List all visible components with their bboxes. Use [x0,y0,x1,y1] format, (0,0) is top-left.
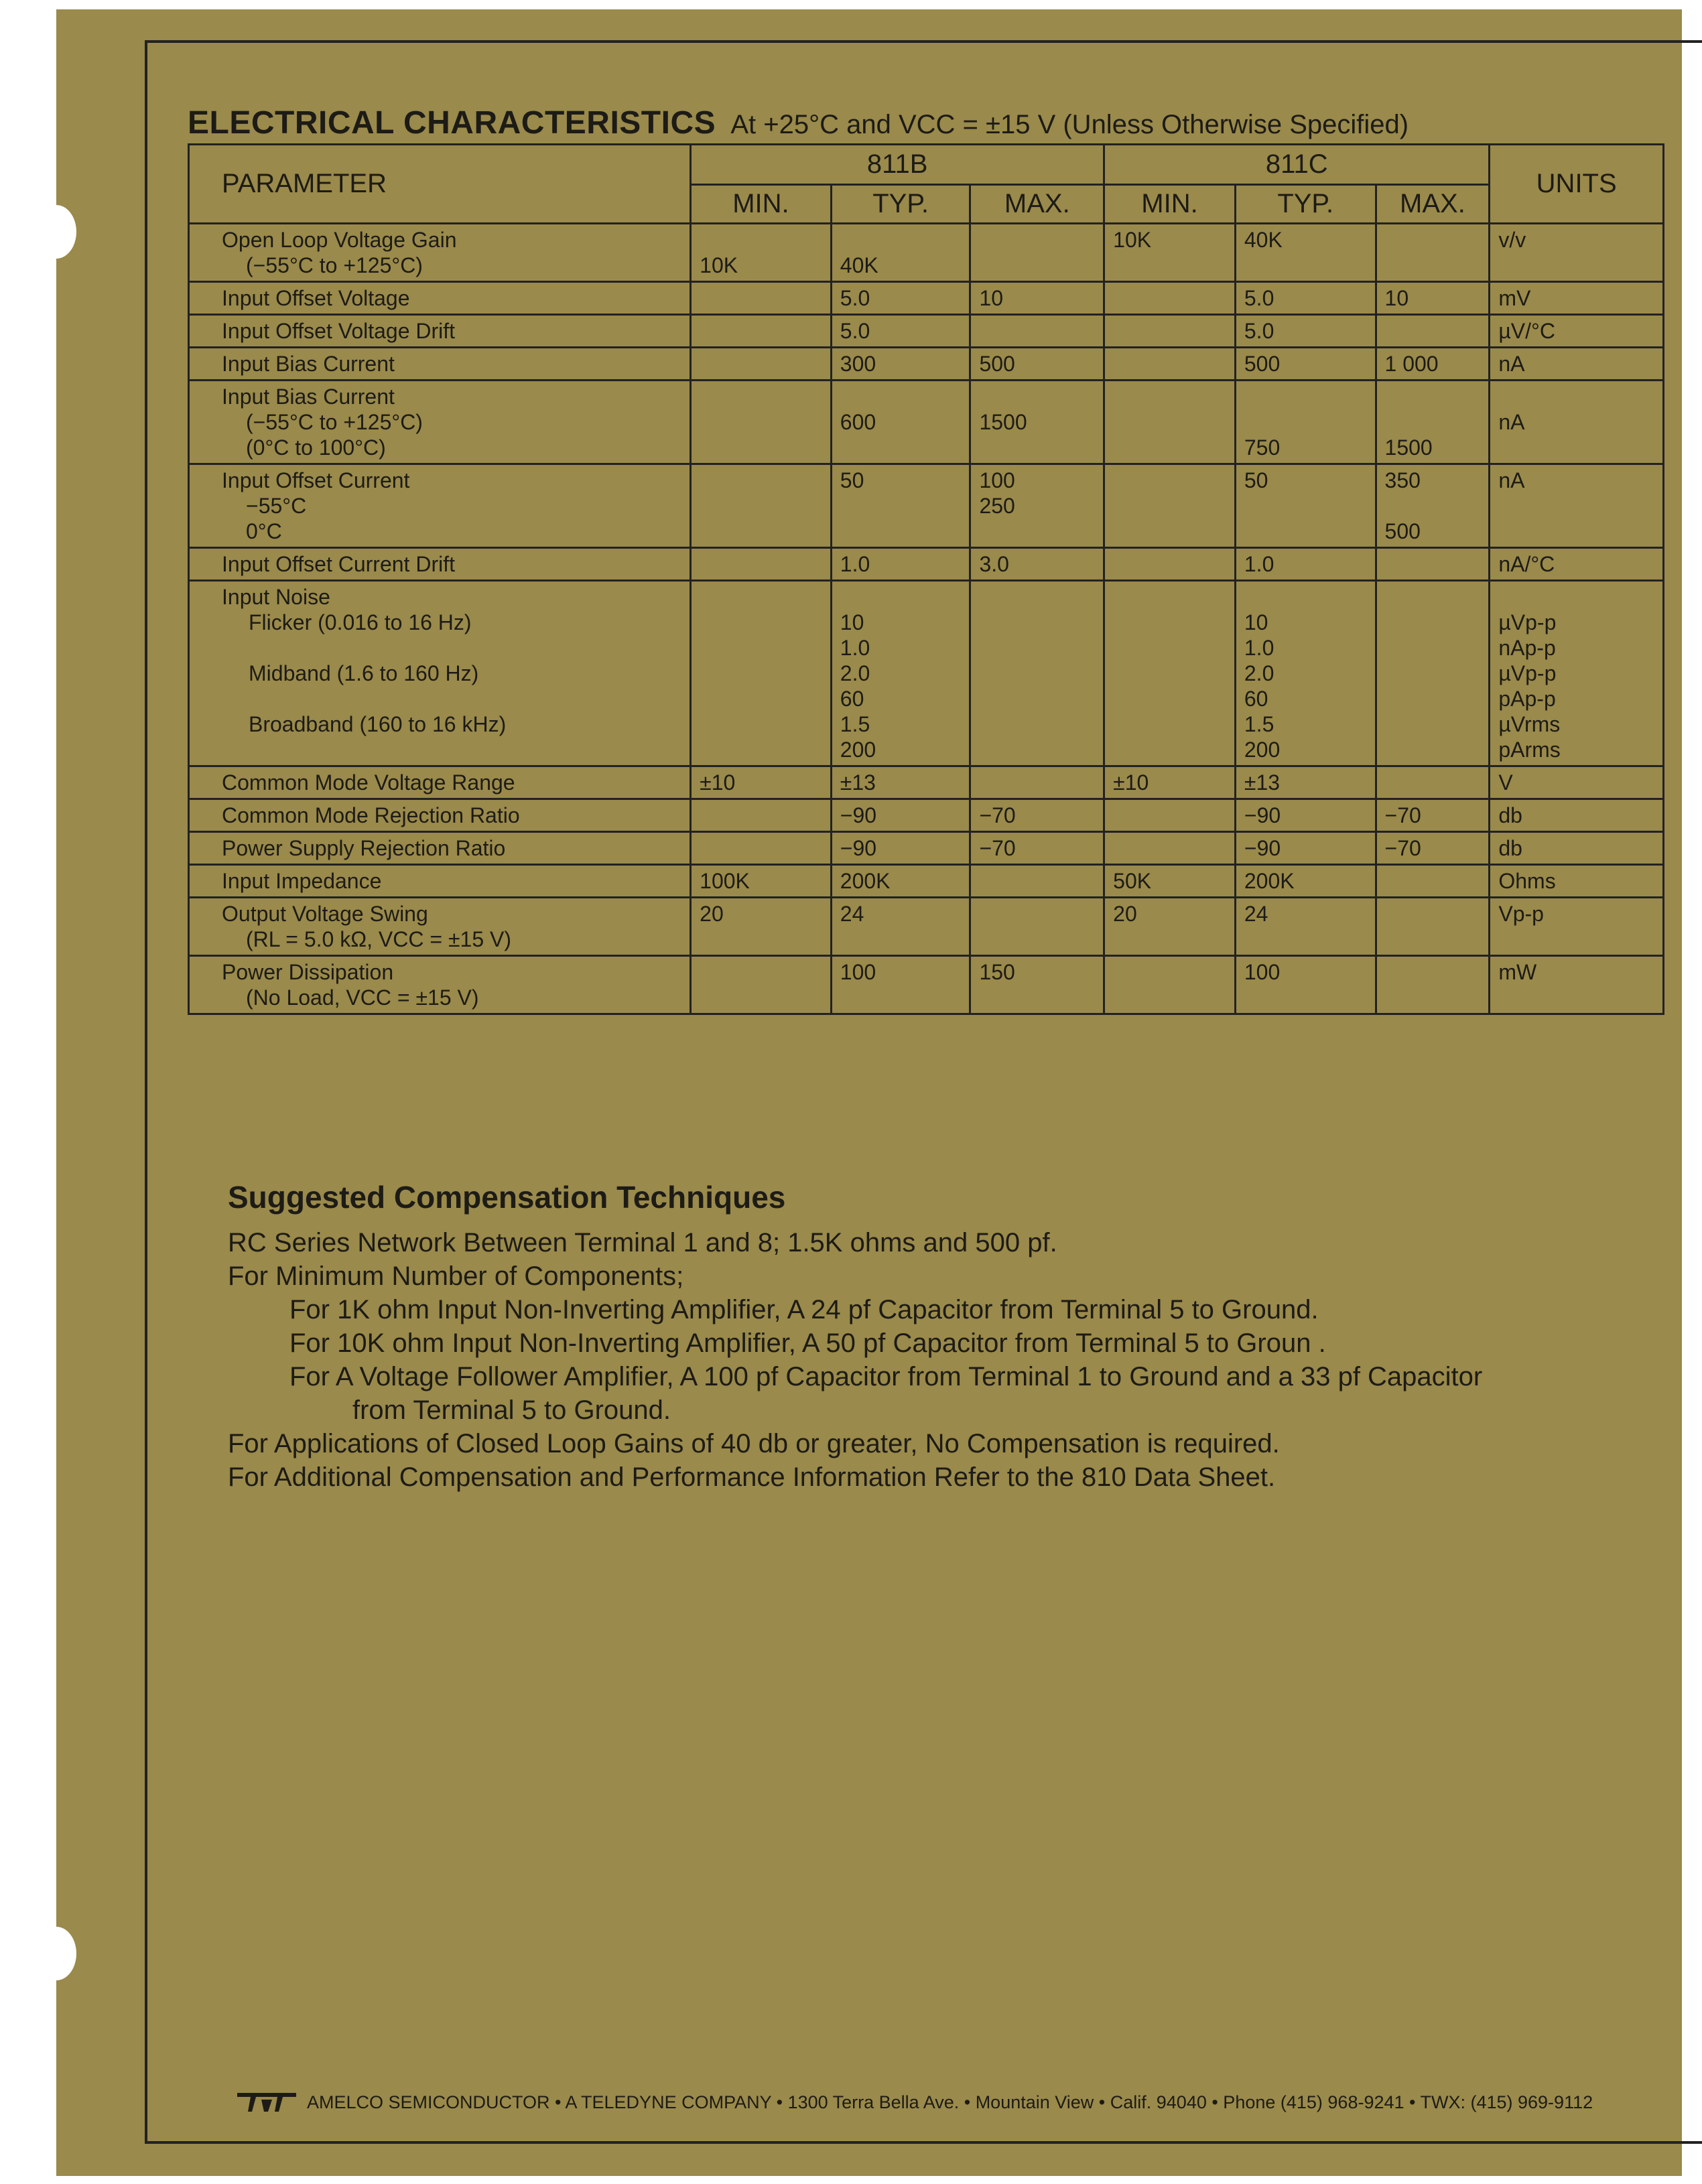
cell-units [1490,464,1664,548]
cell-b-typ [831,282,970,315]
compensation-line: For Minimum Number of Components; [228,1261,684,1291]
compensation-line: For Applications of Closed Loop Gains of 40 db or greater, No Compensation is required. [228,1429,1280,1458]
cell-c-typ [1235,766,1376,799]
cell-b-max [970,315,1104,348]
section-title [188,105,1409,141]
value-line: 1.0 [840,552,870,576]
cell-units [1490,865,1664,898]
value-line: 5.0 [840,319,870,343]
cell-c-min [1104,464,1236,548]
compensation-line: For A Voltage Follower Amplifier, A 100 pf Capacitor from Terminal 1 to Ground and a 33 pf Capacitor [289,1362,1483,1391]
cell-c-max [1376,315,1490,348]
cell-c-typ [1235,348,1376,381]
value-line: 10 [979,286,1004,310]
parameter-line: Midband (1.6 to 160 Hz) [249,661,479,685]
cell-b-max [970,282,1104,315]
parameter-line: −55°C [246,494,307,518]
cell-units [1490,956,1664,1014]
cell-b-typ [831,348,970,381]
cell-c-typ [1235,898,1376,956]
cell-param [189,282,691,315]
value-line: 100 [1244,960,1281,984]
header-parameter: PARAMETER [189,145,691,224]
value-line: nA [1498,468,1525,492]
compensation-lines [228,1226,1689,1494]
value-line: −90 [840,803,877,827]
cell-b-min [691,799,832,832]
value-line: 50 [1244,468,1268,492]
value-line: 10K [700,253,738,277]
value-line: db [1498,803,1522,827]
value-line: Ohms [1498,869,1556,893]
value-line [1498,584,1654,610]
value-line: 500 [1244,352,1281,376]
parameter-line: Flicker (0.016 to 16 Hz) [249,610,472,634]
compensation-line: RC Series Network Between Terminal 1 and 8; 1.5K ohms and 500 pf. [228,1228,1057,1257]
table-row [189,548,1664,581]
cell-b-min [691,898,832,956]
cell-b-max [970,898,1104,956]
cell-c-min [1104,766,1236,799]
cell-param [189,224,691,282]
cell-b-max [970,799,1104,832]
header-811c-typ: TYP. [1235,185,1376,224]
cell-c-min [1104,956,1236,1014]
cell-c-max [1376,766,1490,799]
parameter-line: Input Offset Voltage Drift [222,319,456,343]
cell-c-typ [1235,282,1376,315]
value-line: 5.0 [1244,286,1274,310]
cell-b-max [970,464,1104,548]
document-page [56,9,1682,2176]
cell-c-typ [1235,832,1376,865]
cell-b-typ [831,581,970,766]
cell-b-min [691,581,832,766]
value-line: −70 [1384,836,1421,860]
value-line: 20 [1113,902,1137,926]
cell-b-min [691,224,832,282]
value-line [1244,584,1367,610]
value-line: 100K [700,869,750,893]
value-line: 60 [840,687,864,711]
parameter-line: Input Offset Voltage [222,286,410,310]
value-line: 10K [1113,228,1152,252]
value-line: 200K [1244,869,1295,893]
cell-c-max [1376,548,1490,581]
header-811b: 811B [691,145,1104,185]
cell-param [189,865,691,898]
teledyne-logo-icon [236,2089,298,2116]
cell-c-min [1104,832,1236,865]
value-line: nA [1498,352,1525,376]
cell-units [1490,799,1664,832]
cell-c-typ [1235,865,1376,898]
cell-b-min [691,956,832,1014]
cell-c-max [1376,832,1490,865]
cell-b-max [970,381,1104,464]
value-line: 24 [1244,902,1268,926]
footer [236,2089,1593,2116]
cell-b-max [970,766,1104,799]
cell-b-min [691,865,832,898]
cell-b-typ [831,832,970,865]
parameter-line: Input Offset Current Drift [222,552,455,576]
value-line: 2.0 [1244,661,1274,685]
value-line: −90 [1244,836,1281,860]
header-units: UNITS [1490,145,1664,224]
parameter-line: (No Load, VCC = ±15 V) [246,985,479,1010]
cell-units [1490,832,1664,865]
table-row [189,956,1664,1014]
parameter-line: Input Bias Current [222,385,395,409]
cell-c-typ [1235,548,1376,581]
cell-c-typ [1235,224,1376,282]
cell-b-typ [831,799,970,832]
table-row [189,581,1664,766]
cell-param [189,766,691,799]
value-line [700,227,822,253]
value-line: 5.0 [1244,319,1274,343]
cell-b-max [970,548,1104,581]
cell-c-min [1104,381,1236,464]
binder-hole-bottom [36,1927,76,1980]
value-line: 1500 [979,410,1027,434]
value-line: 1.0 [1244,552,1274,576]
cell-c-max [1376,865,1490,898]
value-line: −70 [979,836,1016,860]
value-line: V [1498,770,1513,795]
cell-b-typ [831,224,970,282]
parameter-line: (−55°C to +125°C) [246,410,423,434]
parameter-line: (0°C to 100°C) [246,435,386,460]
cell-param [189,381,691,464]
value-line: 250 [979,494,1015,518]
header-811c: 811C [1104,145,1490,185]
value-line: 600 [840,410,876,434]
parameter-line: Input Offset Current [222,468,410,492]
value-line: 500 [979,352,1015,376]
value-line: 1500 [1384,435,1433,460]
header-811c-min: MIN. [1104,185,1236,224]
cell-c-max [1376,581,1490,766]
cell-param [189,898,691,956]
value-line: 10 [1384,286,1409,310]
value-line: 750 [1244,435,1281,460]
compensation-heading: Suggested Compensation Techniques [228,1180,786,1215]
cell-param [189,832,691,865]
parameter-line [222,635,681,661]
value-line: −90 [840,836,877,860]
cell-c-typ [1235,956,1376,1014]
value-line: µVrms [1498,712,1561,736]
value-line: ±10 [700,770,736,795]
cell-c-min [1104,315,1236,348]
table-row [189,832,1664,865]
header-811b-min: MIN. [691,185,832,224]
value-line: 1 000 [1384,352,1439,376]
cell-param [189,464,691,548]
footer-text: AMELCO SEMICONDUCTOR • A TELEDYNE COMPANY • 1300 Terra Bella Ave. • Mountain View • Calif. 94040 • Phone (415) 968-9241 • TWX: (415) 969-9112 [307,2092,1593,2112]
value-line: 1.0 [1244,636,1274,660]
table-row [189,865,1664,898]
value-line: 24 [840,902,864,926]
value-line: 2.0 [840,661,870,685]
value-line: 200 [840,738,876,762]
table-row [189,766,1664,799]
cell-param [189,548,691,581]
cell-param [189,581,691,766]
cell-param [189,799,691,832]
value-line: 50 [840,468,864,492]
table-row [189,381,1664,464]
cell-b-min [691,381,832,464]
cell-c-typ [1235,581,1376,766]
cell-b-max [970,865,1104,898]
table-row [189,799,1664,832]
value-line: 1.5 [1244,712,1274,736]
value-line: 5.0 [840,286,870,310]
cell-b-max [970,224,1104,282]
cell-param [189,348,691,381]
cell-b-typ [831,898,970,956]
cell-param [189,956,691,1014]
cell-c-min [1104,282,1236,315]
compensation-line: from Terminal 5 to Ground. [352,1395,671,1425]
cell-units [1490,315,1664,348]
value-line [1385,493,1481,519]
binder-hole-top [36,205,76,259]
parameter-line: Input Bias Current [222,352,395,376]
compensation-line: For 1K ohm Input Non-Inverting Amplifier, A 24 pf Capacitor from Terminal 5 to Ground. [289,1295,1319,1324]
header-811b-typ: TYP. [831,185,970,224]
cell-c-typ [1235,381,1376,464]
cell-c-max [1376,381,1490,464]
parameter-line: Input Impedance [222,869,382,893]
value-line: µV/°C [1498,319,1555,343]
parameter-line: Power Supply Rejection Ratio [222,836,506,860]
cell-c-min [1104,898,1236,956]
value-line [840,584,962,610]
value-line: µVp-p [1498,661,1557,685]
value-line: v/v [1498,228,1526,252]
cell-b-max [970,348,1104,381]
table-row [189,464,1664,548]
parameter-line: Common Mode Voltage Range [222,770,515,795]
cell-c-min [1104,581,1236,766]
cell-c-min [1104,865,1236,898]
cell-c-min [1104,224,1236,282]
cell-b-max [970,832,1104,865]
cell-b-min [691,464,832,548]
value-line: 500 [1384,519,1421,543]
value-line: µVp-p [1498,610,1557,634]
value-line: 350 [1384,468,1421,492]
value-line: 100 [840,960,876,984]
cell-c-max [1376,956,1490,1014]
value-line [1385,384,1481,409]
cell-b-typ [831,956,970,1014]
value-line: −90 [1244,803,1281,827]
cell-c-typ [1235,799,1376,832]
cell-c-max [1376,224,1490,282]
value-line: 40K [1244,228,1283,252]
cell-c-max [1376,898,1490,956]
table-row [189,348,1664,381]
value-line: 300 [840,352,876,376]
parameter-line [222,686,681,711]
table-row [189,315,1664,348]
value-line: pAp-p [1498,687,1556,711]
value-line: 200K [840,869,891,893]
cell-b-typ [831,766,970,799]
compensation-line: For Additional Compensation and Performance Information Refer to the 810 Data Sheet. [228,1462,1276,1492]
cell-units [1490,898,1664,956]
cell-b-max [970,956,1104,1014]
value-line: nA [1498,410,1525,434]
value-line: pArms [1498,738,1561,762]
compensation-line: For 10K ohm Input Non-Inverting Amplifier, A 50 pf Capacitor from Terminal 5 to Groun . [289,1328,1326,1358]
cell-b-typ [831,548,970,581]
cell-units [1490,224,1664,282]
table-row [189,282,1664,315]
cell-c-max [1376,348,1490,381]
cell-b-min [691,548,832,581]
value-line: 10 [1244,610,1268,634]
cell-b-max [970,581,1104,766]
table-row [189,898,1664,956]
parameter-line: Common Mode Rejection Ratio [222,803,520,827]
value-line: 60 [1244,687,1268,711]
value-line: 1.0 [840,636,870,660]
value-line [1385,409,1481,435]
cell-c-typ [1235,315,1376,348]
title-main: ELECTRICAL CHARACTERISTICS [188,105,716,141]
value-line: ±13 [840,770,876,795]
cell-b-typ [831,381,970,464]
value-line: 3.0 [979,552,1009,576]
cell-units [1490,381,1664,464]
parameter-line: Open Loop Voltage Gain [222,228,457,252]
value-line [1244,384,1367,409]
cell-c-max [1376,282,1490,315]
value-line: −70 [1384,803,1421,827]
value-line [840,227,962,253]
value-line: db [1498,836,1522,860]
cell-units [1490,766,1664,799]
value-line: ±13 [1244,770,1281,795]
compensation-section [228,1180,1689,1494]
value-line: ±10 [1113,770,1149,795]
cell-b-typ [831,464,970,548]
parameter-line: Power Dissipation [222,960,394,984]
value-line [979,384,1095,409]
value-line: 200 [1244,738,1281,762]
cell-b-min [691,348,832,381]
cell-b-typ [831,865,970,898]
parameter-line: (RL = 5.0 kΩ, VCC = ±15 V) [246,927,511,951]
cell-b-min [691,315,832,348]
cell-c-min [1104,548,1236,581]
cell-b-typ [831,315,970,348]
cell-units [1490,348,1664,381]
parameter-line: Input Noise [222,585,330,609]
cell-b-min [691,282,832,315]
cell-c-min [1104,348,1236,381]
parameter-line: Output Voltage Swing [222,902,428,926]
cell-c-typ [1235,464,1376,548]
value-line [1244,409,1367,435]
title-conditions: At +25°C and VCC = ±15 V (Unless Otherwise Specified) [730,110,1409,139]
cell-param [189,315,691,348]
value-line: nA/°C [1498,552,1555,576]
cell-units [1490,581,1664,766]
cell-c-max [1376,464,1490,548]
cell-b-min [691,832,832,865]
value-line: mV [1498,286,1531,310]
value-line [1498,384,1654,409]
value-line: 10 [840,610,864,634]
value-line: 150 [979,960,1015,984]
value-line: 20 [700,902,724,926]
parameter-line: 0°C [246,519,282,543]
parameter-line: (−55°C to +125°C) [246,253,423,277]
cell-b-min [691,766,832,799]
cell-c-max [1376,799,1490,832]
table-body [189,224,1664,1014]
value-line: 1.5 [840,712,870,736]
table-row [189,224,1664,282]
value-line: 50K [1113,869,1152,893]
header-811b-max: MAX. [970,185,1104,224]
value-line [840,384,962,409]
parameter-line: Broadband (160 to 16 kHz) [249,712,507,736]
value-line: mW [1498,960,1537,984]
header-811c-max: MAX. [1376,185,1490,224]
value-line: 100 [979,468,1015,492]
value-line: Vp-p [1498,902,1544,926]
electrical-characteristics-table [188,143,1664,1015]
cell-units [1490,548,1664,581]
cell-c-min [1104,799,1236,832]
value-line: nAp-p [1498,636,1556,660]
parameter-line [222,737,681,762]
cell-units [1490,282,1664,315]
value-line: 40K [840,253,878,277]
value-line: −70 [979,803,1016,827]
